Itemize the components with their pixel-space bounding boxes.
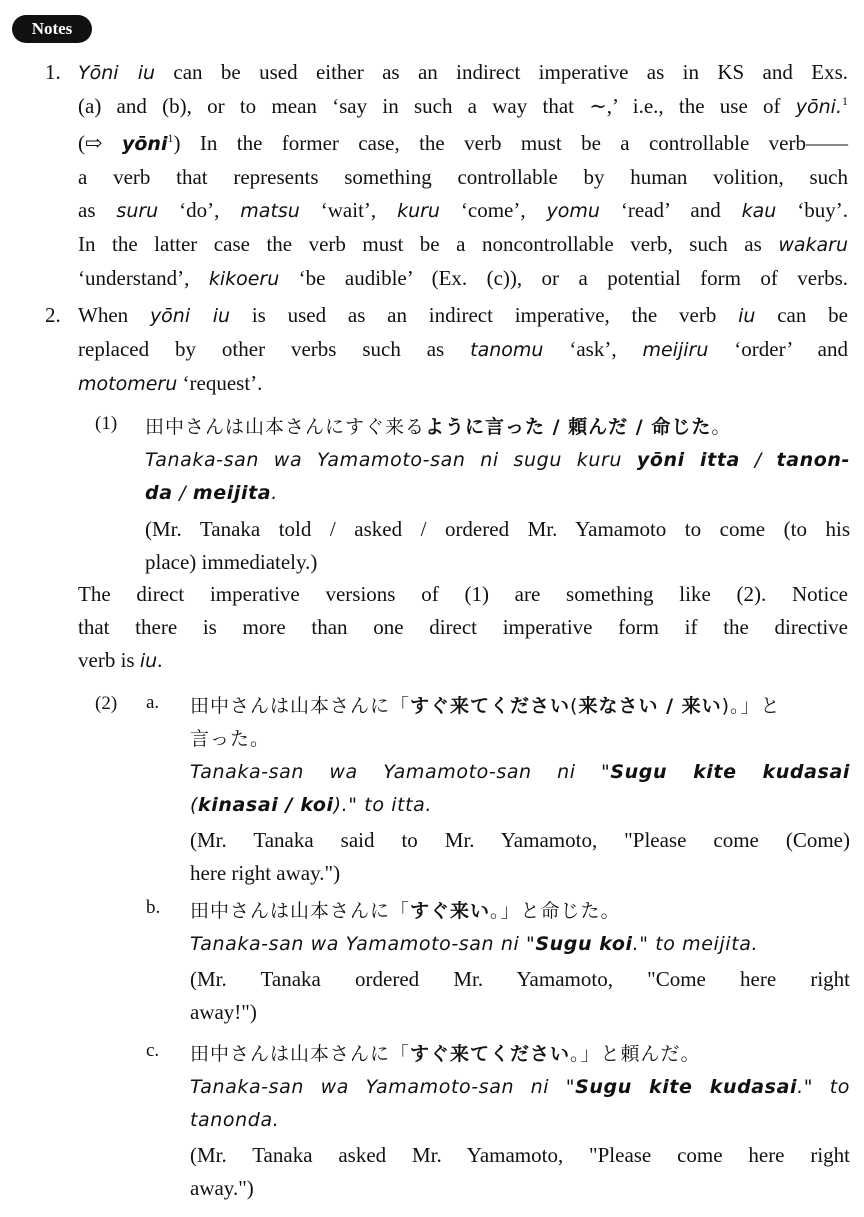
- notes-badge: Notes: [12, 15, 92, 43]
- example-2b-body: [190, 895, 850, 1029]
- example-2b-translation: (Mr. Tanaka ordered Mr. Yamamoto, "Come here right: [190, 967, 850, 991]
- note-2-line: motomeru ‘request’.: [78, 371, 263, 395]
- note-2-line: replaced by other verbs such as tanomu ‘ask’, meijiru ‘order’ and: [78, 337, 848, 361]
- note-1-line: Yōni iu can be used either as an indirect imperative as in KS and Exs.: [78, 60, 848, 84]
- note-1-number: 1.: [45, 60, 61, 84]
- direct-imperative-paragraph: [78, 578, 848, 678]
- example-1-label: (1): [95, 413, 118, 434]
- note-1-line: (a) and (b), or to mean ‘say in such a way that ∼,’ i.e., the use of yōni.$^1$: [78, 94, 848, 118]
- example-2-label: (2): [95, 693, 118, 714]
- paragraph-line: that there is more than one direct imperative form if the directive: [78, 615, 848, 639]
- note-2-number: 2.: [45, 303, 61, 327]
- paragraph-line: The direct imperative versions of (1) are something like (2). Notice: [78, 582, 848, 606]
- example-2a-translation: (Mr. Tanaka said to Mr. Yamamoto, "Please come (Come): [190, 828, 850, 852]
- note-1-line: as suru ‘do’, matsu ‘wait’, kuru ‘come’, yomu ‘read’ and kau ‘buy’.: [78, 198, 848, 222]
- example-2a-japanese: 言った。: [190, 728, 271, 750]
- example-2a-romaji: Tanaka-san wa Yamamoto-san ni "Sugu kite kudasai: [190, 761, 850, 783]
- example-2a-translation: here right away."): [190, 861, 341, 885]
- example-1-translation: place) immediately.): [145, 550, 318, 574]
- note-1-line: ‘understand’, kikoeru ‘be audible’ (Ex. (c)), or a potential form of verbs.: [78, 266, 848, 290]
- note-1-text: [78, 56, 848, 296]
- example-2c-japanese: 田中さんは山本さんに「すぐ来てください。」と頼んだ。: [190, 1043, 701, 1065]
- example-2c-body: [190, 1038, 850, 1205]
- example-2b-japanese: 田中さんは山本さんに「すぐ来い。」と命じた。: [190, 900, 621, 922]
- example-2c-translation: away."): [190, 1176, 254, 1200]
- example-2b-translation: away!"): [190, 1000, 257, 1024]
- note-1-line: (⇨ yōni$^1$) In the former case, the verb must be a controllable verb——: [78, 131, 848, 155]
- example-1-romaji: Tanaka-san wa Yamamoto-san ni sugu kuru yōni itta / tanon-: [145, 449, 851, 471]
- note-1-line: a verb that represents something controllable by human volition, such: [78, 165, 848, 189]
- example-2c-translation: (Mr. Tanaka asked Mr. Yamamoto, "Please come here right: [190, 1143, 850, 1167]
- example-2b-romaji: Tanaka-san wa Yamamoto-san ni "Sugu koi." to meijita.: [190, 933, 759, 955]
- example-2c-romaji: Tanaka-san wa Yamamoto-san ni "Sugu kite kudasai." to: [190, 1076, 850, 1098]
- note-2-line: When yōni iu is used as an indirect imperative, the verb iu can be: [78, 303, 848, 327]
- example-2b-letter: b.: [146, 897, 161, 918]
- example-2a-romaji: (kinasai / koi)." to itta.: [190, 794, 433, 816]
- example-2c-letter: c.: [146, 1040, 160, 1061]
- example-1-body: [145, 411, 850, 579]
- example-2a-body: [190, 690, 850, 890]
- example-1-japanese: 田中さんは山本さんにすぐ来るように言った / 頼んだ / 命じた。: [145, 416, 732, 438]
- example-2a-japanese: 田中さんは山本さんに「すぐ来てください(来なさい / 来い)。」と: [190, 695, 781, 717]
- example-2c-romaji: tanonda.: [190, 1109, 280, 1131]
- example-1-romaji: da / meijita.: [145, 482, 278, 504]
- note-2-text: [78, 299, 848, 401]
- note-1-line: In the latter case the verb must be a noncontrollable verb, such as wakaru: [78, 232, 848, 256]
- example-1-translation: (Mr. Tanaka told / asked / ordered Mr. Yamamoto to come (to his: [145, 517, 850, 541]
- paragraph-line: verb is iu.: [78, 648, 163, 672]
- example-2a-letter: a.: [146, 692, 160, 713]
